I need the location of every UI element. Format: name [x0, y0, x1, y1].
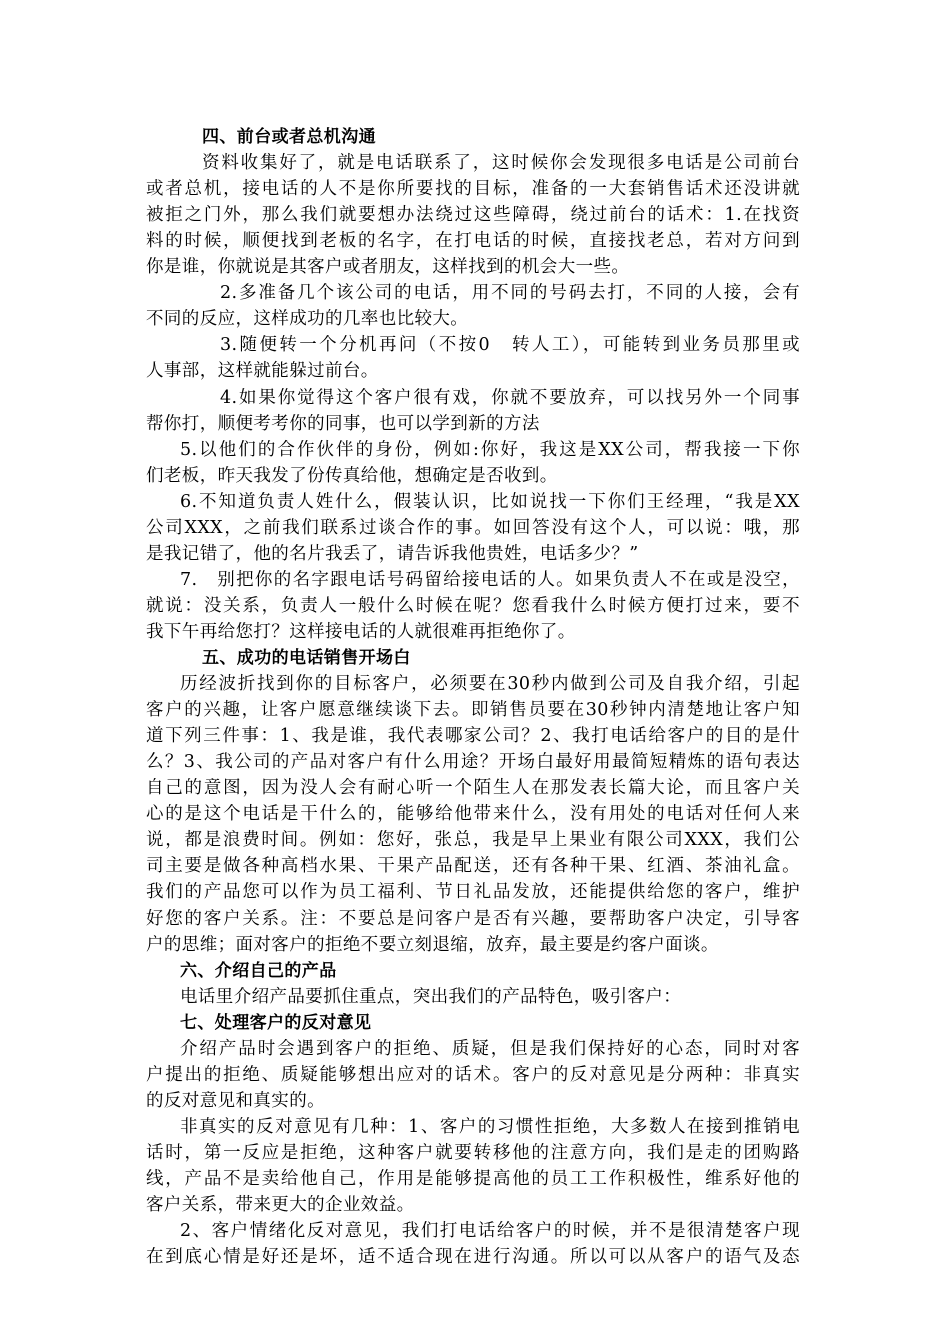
body-text-line: 是我记错了，他的名片我丢了，请告诉我他贵姓，电话多少？”: [146, 543, 639, 564]
body-text-line: 历经波折找到你的目标客户，必须要在30秒内做到公司及自我介绍，引起: [180, 674, 800, 695]
body-text-line: 帮你打，顺便考考你的同事，也可以学到新的方法: [146, 413, 540, 434]
body-text-line: 料的时候，顺便找到老板的名字，在打电话的时候，直接找老总，若对方问到: [146, 231, 800, 252]
body-text-line: 客户关系，带来更大的企业效益。: [146, 1195, 415, 1216]
body-text-line: 2.多准备几个该公司的电话，用不同的号码去打，不同的人接，会有: [220, 283, 800, 304]
body-text-line: 不同的反应，这样成功的几率也比较大。: [146, 309, 469, 330]
section-heading: 七、处理客户的反对意见: [180, 1012, 372, 1033]
body-text-line: 6.不知道负责人姓什么，假装认识，比如说找一下你们王经理，“我是XX: [180, 491, 800, 512]
body-text-line: 司主要是做各种高档水果、干果产品配送，还有各种干果、红酒、茶油礼盒。: [146, 856, 800, 877]
body-text-line: 非真实的反对意见有几种：1、客户的习惯性拒绝，大多数人在接到推销电: [180, 1116, 800, 1137]
body-text-line: 7. 别把你的名字跟电话号码留给接电话的人。如果负责人不在或是没空，: [180, 569, 800, 590]
body-text-line: 5.以他们的合作伙伴的身份，例如:你好，我这是XX公司，帮我接一下你: [180, 439, 800, 460]
body-text-line: 被拒之门外，那么我们就要想办法绕过这些障碍，绕过前台的话术：1.在找资: [146, 205, 800, 226]
body-text-line: 线，产品不是卖给他自己，作用是能够提高他的员工工作积极性，维系好他的: [146, 1169, 800, 1189]
section-heading: 六、介绍自己的产品: [180, 960, 337, 981]
body-text-line: 2、客户情绪化反对意见，我们打电话给客户的时候，并不是很清楚客户现: [180, 1221, 800, 1242]
body-text-line: 心的是这个电话是干什么的，能够给他带来什么，没有用处的电话对任何人来: [146, 804, 800, 825]
body-text-line: 户提出的拒绝、质疑能够想出应对的话术。客户的反对意见是分两种：非真实: [146, 1064, 800, 1085]
body-text-line: 我下午再给您打？这样接电话的人就很难再拒绝你了。: [146, 621, 576, 642]
body-text-line: 你是谁，你就说是其客户或者朋友，这样找到的机会大一些。: [146, 257, 630, 278]
body-text-line: 3.随便转一个分机再问（不按0 转人工），可能转到业务员那里或: [220, 335, 800, 356]
body-text-line: 道下列三件事：1、我是谁，我代表哪家公司？2、我打电话给客户的目的是什: [146, 726, 800, 747]
body-text-line: 客户的兴趣，让客户愿意继续谈下去。即销售员要在30秒钟内清楚地让客户知: [146, 700, 800, 721]
body-text-line: 或者总机，接电话的人不是你所要找的目标，准备的一大套销售话术还没讲就: [146, 179, 800, 200]
body-text-line: 话时，第一反应是拒绝，这种客户就要转移他的注意方向，我们是走的团购路: [146, 1142, 800, 1163]
body-text-line: 就说：没关系，负责人一般什么时候在呢？您看我什么时候方便打过来，要不: [146, 595, 800, 616]
body-text-line: 在到底心情是好还是坏，适不适合现在进行沟通。所以可以从客户的语气及态: [146, 1247, 800, 1268]
section-heading: 五、成功的电话销售开场白: [202, 648, 411, 668]
section-heading: 四、前台或者总机沟通: [202, 127, 376, 147]
body-text-line: 资料收集好了，就是电话联系了，这时候你会发现很多电话是公司前台: [202, 153, 800, 174]
body-text-line: 好您的客户关系。注：不要总是问客户是否有兴趣，要帮助客户决定，引导客: [146, 908, 800, 929]
body-text-line: 我们的产品您可以作为员工福利、节日礼品发放，还能提供给您的客户，维护: [146, 882, 800, 903]
body-text-line: 们老板，昨天我发了份传真给他，想确定是否收到。: [146, 465, 558, 486]
body-text-line: 介绍产品时会遇到客户的拒绝、质疑，但是我们保持好的心态，同时对客: [180, 1038, 800, 1059]
body-text-line: 么？3、我公司的产品对客户有什么用途？开场白最好用最简短精炼的语句表达: [146, 752, 800, 773]
body-text-line: 户的思维；面对客户的拒绝不要立刻退缩，放弃，最主要是约客户面谈。: [146, 934, 719, 955]
body-text-line: 电话里介绍产品要抓住重点，突出我们的产品特色，吸引客户：: [180, 986, 682, 1007]
body-text-line: 公司XXX，之前我们联系过谈合作的事。如回答没有这个人，可以说：哦，那: [146, 517, 800, 538]
body-text-line: 说，都是浪费时间。例如：您好，张总，我是早上果业有限公司XXX，我们公: [146, 830, 800, 851]
body-text-line: 人事部，这样就能躲过前台。: [146, 361, 379, 382]
body-text-line: 的反对意见和真实的。: [146, 1090, 325, 1111]
body-text-line: 自己的意图，因为没人会有耐心听一个陌生人在那发表长篇大论，而且客户关: [146, 778, 800, 799]
body-text-line: 4.如果你觉得这个客户很有戏，你就不要放弃，可以找另外一个同事: [220, 387, 800, 408]
